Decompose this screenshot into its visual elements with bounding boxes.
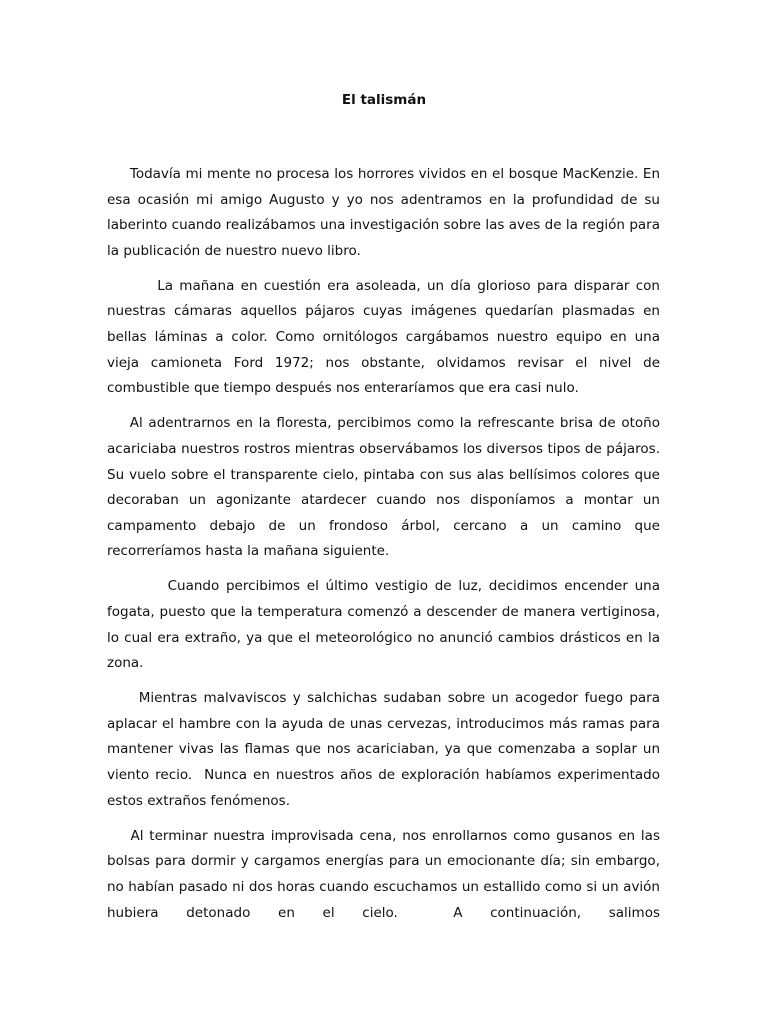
document-title: El talismán bbox=[341, 92, 427, 108]
paragraph-2: La mañana en cuestión era asoleada, un día glorioso para disparar con nuestras cámaras aquellos pájaros cuyas imágenes quedarían plasmadas en bellas láminas a color. Como ornitólogos cargábamos nuestro equipo en una vieja camioneta Ford 1972; nos obstante, olvidamos revisar el nivel de combustible que tiempo después nos enteraríamos que era casi nulo. bbox=[107, 277, 665, 397]
document-body bbox=[107, 162, 665, 936]
paragraph-6: Al terminar nuestra improvisada cena, nos enrollarnos como gusanos en las bolsas para dormir y cargamos energías para un emocionante día; sin embargo, no habían pasado ni dos horas cuando escuchamos un estallido como si un avión hubiera detonado en el cielo. A continuación, salimos bbox=[107, 827, 665, 921]
paragraph-5: Mientras malvaviscos y salchichas sudaban sobre un acogedor fuego para aplacar el hambre con la ayuda de unas cervezas, introducimos más ramas para mantener vivas las flamas que nos acariciaban, ya que comenzaba a soplar un viento recio. Nunca en nuestros años de exploración habíamos experimentado estos extraños fenómenos. bbox=[107, 690, 665, 809]
paragraph-1: Todavía mi mente no procesa los horrores vividos en el bosque MacKenzie. En esa ocasión mi amigo Augusto y yo nos adentramos en la profundidad de su laberinto cuando realizábamos una investigación sobre las aves de la región para la publicación de nuestro nuevo libro. bbox=[107, 166, 665, 259]
paragraph-4: Cuando percibimos el último vestigio de luz, decidimos encender una fogata, puesto que la temperatura comenzó a descender de manera vertiginosa, lo cual era extraño, ya que el meteorológico no anunció cambios drásticos en la zona. bbox=[107, 578, 665, 672]
paragraph-3: Al adentrarnos en la floresta, percibimos como la refrescante brisa de otoño acariciaba nuestros rostros mientras observábamos los diversos tipos de pájaros. Su vuelo sobre el transparente cielo, pintaba con sus alas bellísimos colores que decoraban un agonizante atardecer cuando nos disponíamos a montar un campamento debajo de un frondoso árbol, cercano a un camino que recorreríamos hasta la mañana siguiente. bbox=[107, 415, 665, 560]
